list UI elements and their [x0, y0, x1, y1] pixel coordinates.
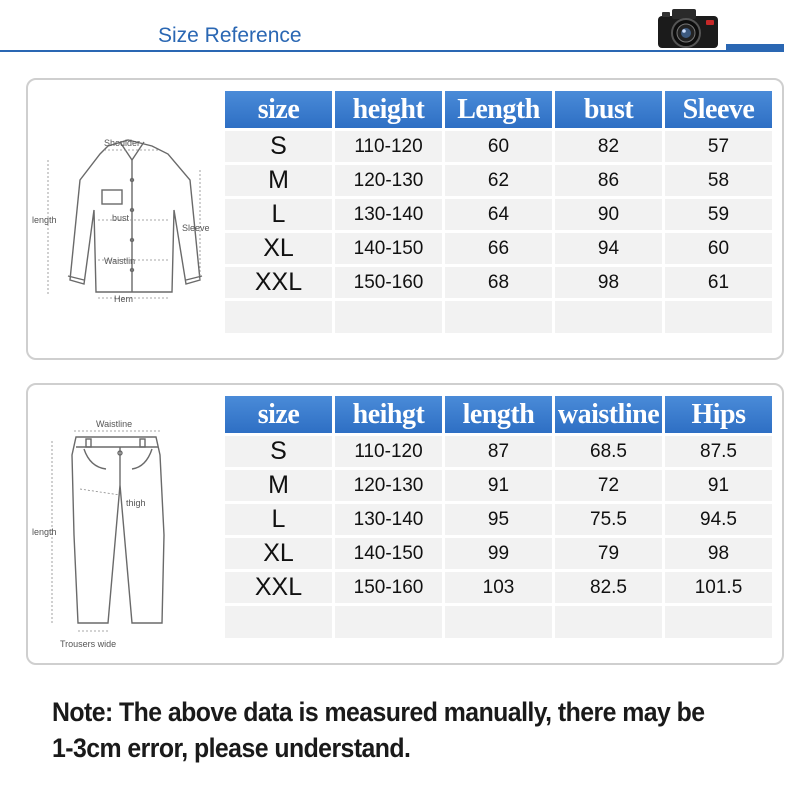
table-row	[225, 470, 772, 501]
header-cell: waistline	[555, 396, 662, 433]
table-header-row	[225, 91, 772, 128]
table-cell: 75.5	[555, 504, 662, 535]
table-cell: 150-160	[335, 267, 442, 298]
table-cell: 60	[445, 131, 552, 162]
table-row	[225, 538, 772, 569]
table-cell	[445, 301, 552, 333]
size-cell: L	[225, 504, 332, 535]
header-divider	[0, 50, 730, 52]
table-cell: 103	[445, 572, 552, 603]
trousers-wide-label: Trousers wide	[60, 639, 117, 649]
table-cell	[555, 606, 662, 638]
table-cell: 110-120	[335, 436, 442, 467]
shirt-size-table	[222, 88, 775, 336]
table-cell: 120-130	[335, 470, 442, 501]
table-cell: 62	[445, 165, 552, 196]
size-cell: L	[225, 199, 332, 230]
table-cell: 98	[665, 538, 772, 569]
table-cell: 94	[555, 233, 662, 264]
table-cell: 86	[555, 165, 662, 196]
hem-label: Hem	[114, 294, 134, 304]
table-row	[225, 131, 772, 162]
table-row	[225, 436, 772, 467]
page-title: Size Reference	[158, 24, 302, 47]
table-row	[225, 572, 772, 603]
table-cell: 68	[445, 267, 552, 298]
table-cell: 66	[445, 233, 552, 264]
table-row	[225, 267, 772, 298]
table-cell: 150-160	[335, 572, 442, 603]
table-cell	[555, 301, 662, 333]
table-cell	[445, 606, 552, 638]
shirt-size-panel	[26, 78, 784, 360]
pants-size-table	[222, 393, 775, 641]
table-cell: 140-150	[335, 233, 442, 264]
size-cell: S	[225, 436, 332, 467]
table-cell	[225, 606, 332, 638]
table-cell: 82	[555, 131, 662, 162]
table-cell: 98	[555, 267, 662, 298]
table-row	[225, 199, 772, 230]
measurement-note: Note: The above data is measured manually, there may be 1-3cm error, please understand.	[52, 697, 705, 763]
table-cell: 57	[665, 131, 772, 162]
table-cell: 130-140	[335, 199, 442, 230]
bust-label: bust	[112, 213, 130, 223]
table-cell	[665, 301, 772, 333]
size-cell: S	[225, 131, 332, 162]
table-cell	[335, 301, 442, 333]
table-header-row	[225, 396, 772, 433]
table-cell: 79	[555, 538, 662, 569]
table-cell: 87.5	[665, 436, 772, 467]
length-label: length	[32, 527, 57, 537]
table-cell: 61	[665, 267, 772, 298]
size-cell: M	[225, 165, 332, 196]
waistline-label: Waistlin	[104, 256, 136, 266]
table-cell: 101.5	[665, 572, 772, 603]
table-cell: 68.5	[555, 436, 662, 467]
table-cell: 87	[445, 436, 552, 467]
table-row-empty	[225, 606, 772, 638]
header-cell: Sleeve	[665, 91, 772, 128]
table-cell: 64	[445, 199, 552, 230]
table-cell	[665, 606, 772, 638]
table-cell: 72	[555, 470, 662, 501]
table-cell: 82.5	[555, 572, 662, 603]
sleeve-label: Sleeve	[182, 223, 210, 233]
thigh-label: thigh	[126, 498, 146, 508]
table-row-empty	[225, 301, 772, 333]
camera-icon	[654, 6, 724, 50]
table-cell: 110-120	[335, 131, 442, 162]
length-label: length	[32, 215, 57, 225]
table-cell: 120-130	[335, 165, 442, 196]
table-cell: 59	[665, 199, 772, 230]
table-cell: 99	[445, 538, 552, 569]
table-cell	[335, 606, 442, 638]
size-cell: XL	[225, 538, 332, 569]
header-cell: heihgt	[335, 396, 442, 433]
header-cell: height	[335, 91, 442, 128]
table-cell: 130-140	[335, 504, 442, 535]
header-cell: size	[225, 396, 332, 433]
table-cell: 90	[555, 199, 662, 230]
waistline-label: Waistline	[96, 419, 133, 429]
table-cell: 58	[665, 165, 772, 196]
shoulder-label: Shoulder	[104, 138, 141, 148]
table-cell: 140-150	[335, 538, 442, 569]
table-cell: 94.5	[665, 504, 772, 535]
header-cell: length	[445, 396, 552, 433]
table-cell	[225, 301, 332, 333]
pants-size-panel	[26, 383, 784, 665]
table-row	[225, 165, 772, 196]
header-cell: size	[225, 91, 332, 128]
table-row	[225, 233, 772, 264]
size-cell: XL	[225, 233, 332, 264]
header-divider-accent	[726, 44, 784, 52]
size-cell: XXL	[225, 572, 332, 603]
table-cell: 95	[445, 504, 552, 535]
table-cell: 91	[445, 470, 552, 501]
table-row	[225, 504, 772, 535]
size-cell: M	[225, 470, 332, 501]
size-cell: XXL	[225, 267, 332, 298]
header-cell: bust	[555, 91, 662, 128]
table-cell: 91	[665, 470, 772, 501]
table-cell: 60	[665, 233, 772, 264]
header-cell: Length	[445, 91, 552, 128]
header-cell: Hips	[665, 396, 772, 433]
